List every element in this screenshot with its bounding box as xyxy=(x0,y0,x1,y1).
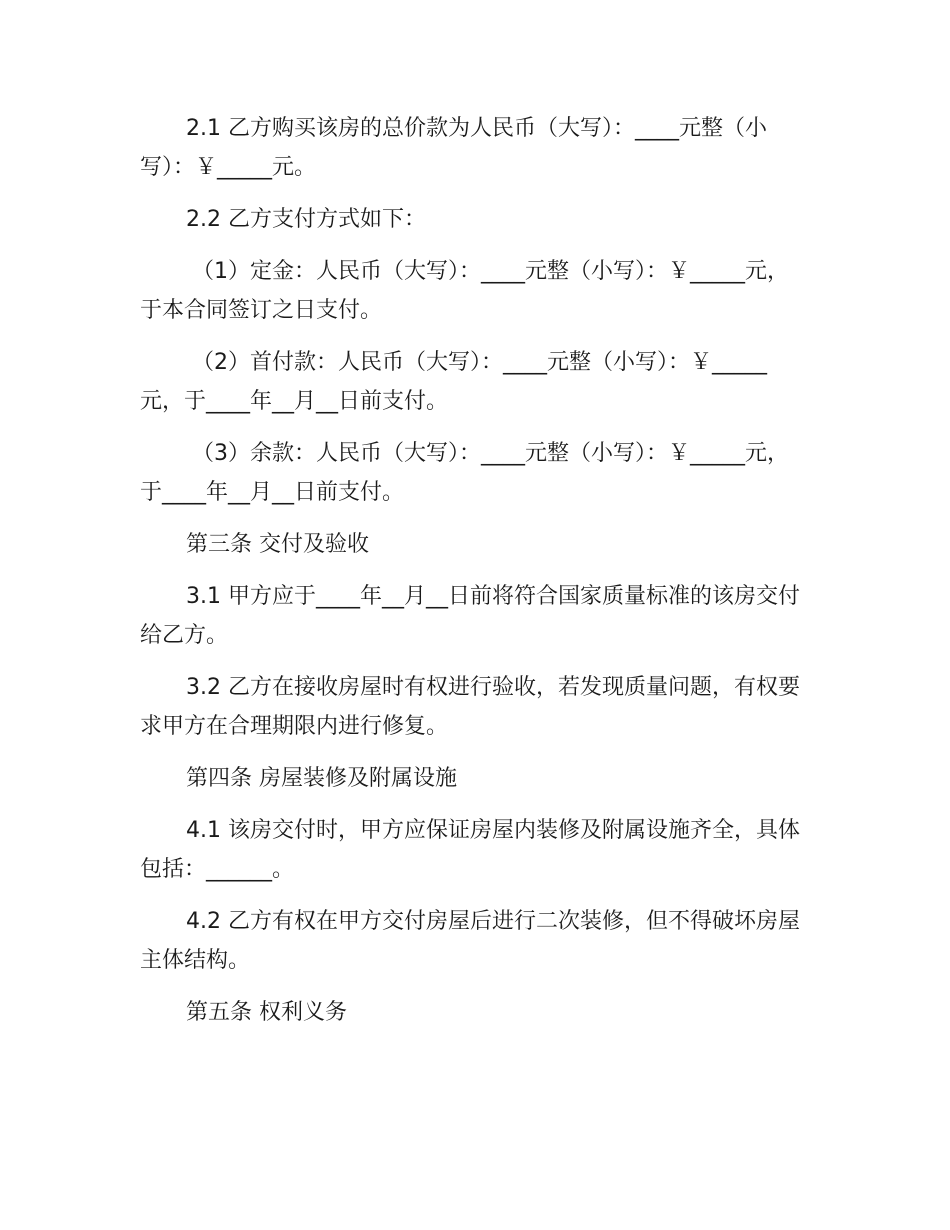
document-body xyxy=(140,109,805,1045)
article-5-heading: 第五条 权利义务 xyxy=(186,1000,347,1025)
clause-2-1: 2.1 乙方购买该房的总价款为人民币（大写）：____元整（小写）：￥_____元。 xyxy=(140,116,767,180)
clause-2-2-balance: （3）余款：人民币（大写）：____元整（小写）：￥_____元，于____年__月__日前支付。 xyxy=(140,441,789,505)
clause-2-2: 2.2 乙方支付方式如下： xyxy=(186,207,426,232)
article-4-heading: 第四条 房屋装修及附属设施 xyxy=(186,766,457,791)
clause-4-1: 4.1 该房交付时，甲方应保证房屋内装修及附属设施齐全，具体包括：______。 xyxy=(140,818,800,882)
clause-2-2-deposit: （1）定金：人民币（大写）：____元整（小写）：￥_____元，于本合同签订之日支付。 xyxy=(140,259,789,323)
clause-3-1: 3.1 甲方应于____年__月__日前将符合国家质量标准的该房交付给乙方。 xyxy=(140,584,800,648)
clause-4-2: 4.2 乙方有权在甲方交付房屋后进行二次装修，但不得破坏房屋主体结构。 xyxy=(140,909,800,973)
article-3-heading: 第三条 交付及验收 xyxy=(186,532,369,557)
clause-3-2: 3.2 乙方在接收房屋时有权进行验收，若发现质量问题，有权要求甲方在合理期限内进行修复。 xyxy=(140,675,800,739)
clause-2-2-down-payment: （2）首付款：人民币（大写）：____元整（小写）：￥_____元，于____年__月__日前支付。 xyxy=(140,350,767,414)
